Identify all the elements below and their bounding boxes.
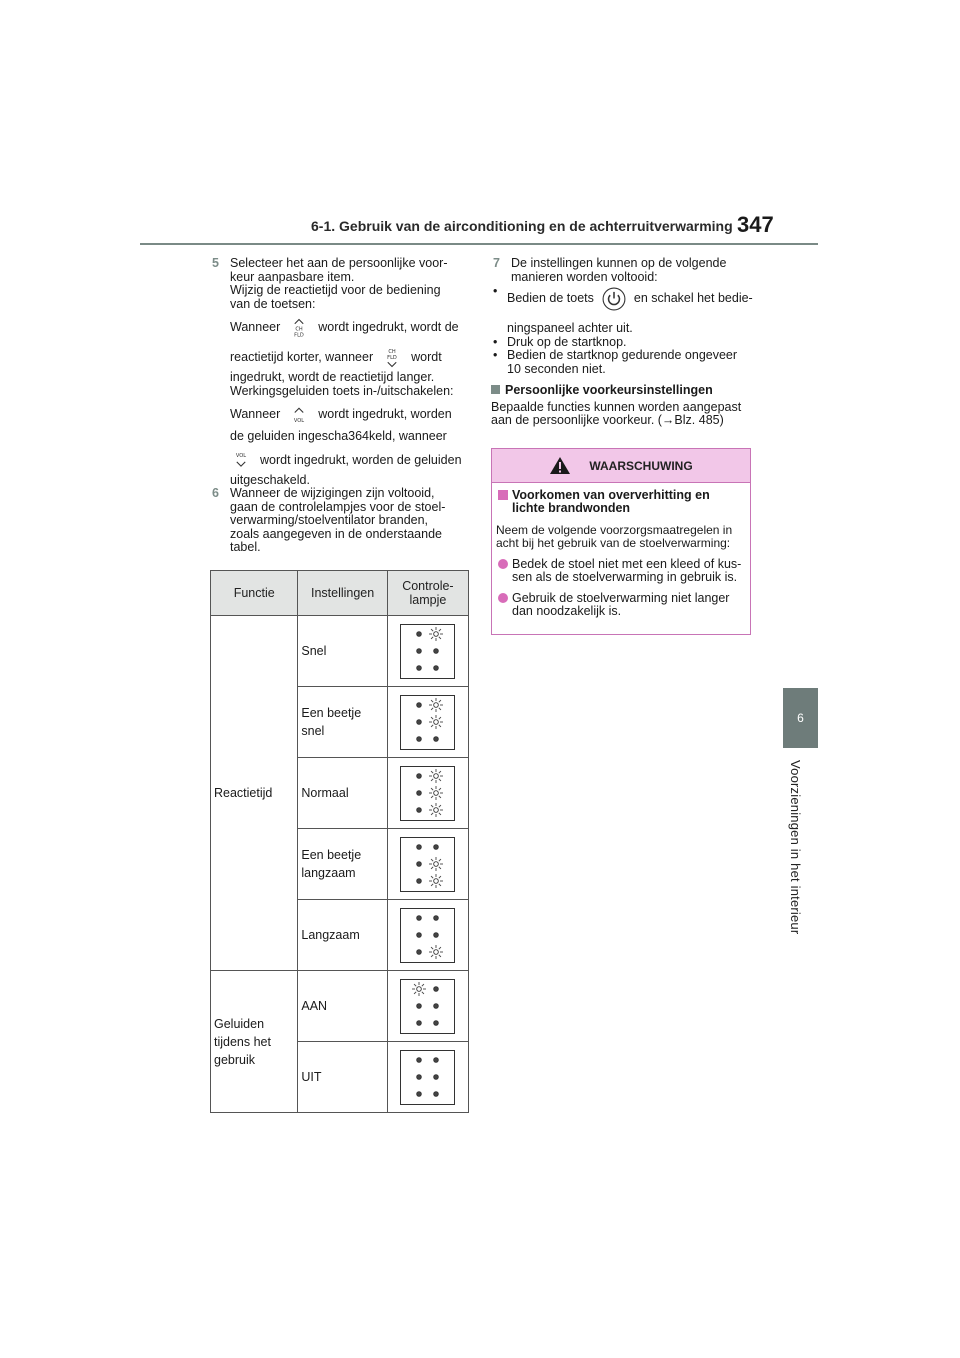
step-text: zoals aangegeven in de onderstaande bbox=[230, 526, 442, 541]
step-text: manieren worden voltooid: bbox=[511, 269, 658, 284]
lamp-off bbox=[417, 915, 422, 920]
step-text: gaan de controlelampjes voor de stoel- bbox=[230, 499, 446, 514]
warning-triangle-icon bbox=[549, 456, 571, 475]
indicator-lamp-icon bbox=[400, 908, 455, 963]
instruction-line bbox=[230, 448, 472, 474]
lamp-off bbox=[417, 844, 422, 849]
setting-cell: AAN bbox=[298, 971, 387, 1042]
header-function: Functie bbox=[211, 571, 298, 616]
step-text: Werkingsgeluiden toets in-/uitschakelen: bbox=[230, 383, 454, 398]
instruction-line bbox=[230, 345, 472, 371]
svg-text:FLD: FLD bbox=[294, 332, 305, 339]
lamp-off bbox=[417, 665, 422, 670]
warning-box bbox=[491, 448, 751, 635]
square-bullet-icon bbox=[498, 490, 508, 500]
lamp-cell bbox=[387, 616, 468, 687]
header-divider bbox=[140, 243, 818, 245]
square-bullet-icon bbox=[491, 385, 500, 394]
text: Druk op de startknop. bbox=[507, 334, 627, 349]
lamp-cell bbox=[387, 687, 468, 758]
ch-fld-down-button-icon bbox=[381, 347, 403, 369]
setting-cell: Een beetje langzaam bbox=[298, 829, 387, 900]
text: Wanneer bbox=[230, 407, 281, 422]
text: wordt ingedrukt, worden bbox=[318, 407, 452, 422]
lamp-off bbox=[417, 1091, 422, 1096]
lamp-off bbox=[434, 1057, 439, 1062]
lamp-on bbox=[434, 949, 439, 954]
right-column bbox=[491, 257, 753, 428]
indicator-lamp-icon bbox=[400, 1050, 455, 1105]
step-text: uitgeschakeld. bbox=[230, 472, 310, 487]
function-cell: Reactietijd bbox=[211, 616, 298, 971]
warning-header bbox=[492, 449, 750, 483]
header-lamp: Controle- lampje bbox=[387, 571, 468, 616]
step-number: 5 bbox=[212, 256, 219, 270]
warning-item: Gebruik de stoelverwarming niet langer dan noodzakelijk is. bbox=[496, 592, 746, 618]
page-number: 347 bbox=[737, 212, 774, 237]
lamp-on bbox=[434, 790, 439, 795]
lamp-on bbox=[434, 719, 439, 724]
step-text: keur aanpasbare item. bbox=[230, 269, 355, 284]
indicator-lamp-icon bbox=[400, 624, 455, 679]
step-text: van de toetsen: bbox=[230, 296, 316, 311]
step-5 bbox=[210, 257, 472, 487]
lamp-off bbox=[434, 1020, 439, 1025]
setting-cell: UIT bbox=[298, 1042, 387, 1113]
lamp-off bbox=[417, 861, 422, 866]
lamp-off bbox=[417, 1057, 422, 1062]
bullet: • bbox=[493, 284, 498, 298]
lamp-off bbox=[417, 631, 422, 636]
text: ningspaneel achter uit. bbox=[507, 321, 633, 335]
text: Bedien de startknop gedurende ongeveer bbox=[507, 348, 738, 362]
indicator-lamp-icon bbox=[400, 766, 455, 821]
svg-text:VOL: VOL bbox=[235, 452, 247, 459]
preferences-text: aan de persoonlijke voorkeur. (→Blz. 485) bbox=[491, 413, 724, 427]
lamp-off bbox=[417, 1074, 422, 1079]
warning-intro: Neem de volgende voorzorgsmaatregelen in acht bij het gebruik van de stoelverwarming: bbox=[496, 523, 733, 550]
warning-item: Bedek de stoel niet met een kleed of kus- sen als de stoelverwarming in gebruik is. bbox=[496, 558, 746, 584]
left-column bbox=[210, 257, 472, 555]
circle-bullet-icon bbox=[498, 593, 508, 603]
step-text: ingedrukt, wordt de reactietijd langer. bbox=[230, 370, 435, 384]
indicator-lamp-icon bbox=[400, 979, 455, 1034]
step-text: De instellingen kunnen op de volgende bbox=[511, 256, 727, 270]
lamp-off bbox=[417, 773, 422, 778]
settings-table bbox=[210, 570, 469, 1113]
svg-text:CH: CH bbox=[295, 326, 303, 333]
step-number: 6 bbox=[212, 486, 219, 500]
lamp-off bbox=[417, 790, 422, 795]
power-button-icon bbox=[602, 287, 626, 311]
lamp-off bbox=[434, 648, 439, 653]
step-text: Selecteer het aan de persoonlijke voor- bbox=[230, 256, 448, 270]
lamp-cell bbox=[387, 1042, 468, 1113]
lamp-off bbox=[417, 702, 422, 707]
lamp-on bbox=[434, 773, 439, 778]
svg-text:VOL: VOL bbox=[294, 417, 305, 424]
lamp-off bbox=[434, 1003, 439, 1008]
lamp-off bbox=[434, 1091, 439, 1096]
lamp-off bbox=[417, 1003, 422, 1008]
lamp-on bbox=[434, 861, 439, 866]
svg-text:FLD: FLD bbox=[387, 354, 397, 361]
lamp-on bbox=[434, 807, 439, 812]
lamp-off bbox=[434, 844, 439, 849]
instruction-line bbox=[230, 315, 472, 341]
step-text: tabel. bbox=[230, 540, 261, 554]
lamp-off bbox=[434, 1074, 439, 1079]
lamp-off bbox=[417, 932, 422, 937]
preferences-heading: Persoonlijke voorkeursinstellingen bbox=[491, 384, 753, 398]
lamp-cell bbox=[387, 900, 468, 971]
text: Bedien de toets bbox=[507, 291, 594, 306]
vol-up-button-icon bbox=[288, 404, 310, 426]
indicator-lamp-icon bbox=[400, 695, 455, 750]
text: wordt ingedrukt, wordt de bbox=[318, 320, 459, 335]
lamp-on bbox=[434, 702, 439, 707]
lamp-off bbox=[417, 736, 422, 741]
list-item bbox=[491, 285, 753, 336]
circle-bullet-icon bbox=[498, 559, 508, 569]
function-cell: Geluiden tijdens het gebruik bbox=[211, 971, 298, 1113]
section-title: 6-1. Gebruik van de airconditioning en de achterruitverwarming bbox=[311, 218, 733, 234]
lamp-off bbox=[417, 1020, 422, 1025]
bullet: • bbox=[493, 334, 498, 349]
text: Wanneer bbox=[230, 320, 281, 335]
bullet: • bbox=[493, 348, 498, 362]
step-text: Wijzig de reactietijd voor de bediening bbox=[230, 283, 441, 297]
step-text: de geluiden ingescha364keld, wanneer bbox=[230, 429, 447, 443]
step-6 bbox=[210, 487, 472, 555]
text: wordt ingedrukt, worden de geluiden bbox=[260, 452, 462, 467]
lamp-off bbox=[434, 665, 439, 670]
chapter-tab[interactable]: 6 bbox=[783, 688, 818, 748]
lamp-off bbox=[434, 932, 439, 937]
lamp-on bbox=[417, 986, 422, 991]
chapter-label: Voorzieningen in het interieur bbox=[788, 760, 803, 935]
list-item bbox=[491, 336, 753, 350]
lamp-off bbox=[417, 949, 422, 954]
text: 10 seconden niet. bbox=[507, 361, 606, 376]
lamp-off bbox=[434, 915, 439, 920]
indicator-lamp-icon bbox=[400, 837, 455, 892]
step-text: Wanneer de wijzigingen zijn voltooid, bbox=[230, 486, 435, 500]
warning-title: WAARSCHUWING bbox=[589, 458, 693, 473]
lamp-on bbox=[434, 878, 439, 883]
lamp-cell bbox=[387, 971, 468, 1042]
lamp-off bbox=[417, 807, 422, 812]
text: reactietijd korter, wanneer bbox=[230, 350, 374, 365]
step-text: verwarming/stoelventilator branden, bbox=[230, 513, 429, 527]
lamp-cell bbox=[387, 758, 468, 829]
text: en schakel het bedie- bbox=[633, 291, 753, 306]
setting-cell: Snel bbox=[298, 616, 387, 687]
lamp-off bbox=[434, 986, 439, 991]
step-number: 7 bbox=[493, 256, 500, 270]
lamp-on bbox=[434, 631, 439, 636]
preferences-text: Bepaalde functies kunnen worden aangepast bbox=[491, 399, 742, 414]
instruction-line bbox=[230, 402, 472, 428]
lamp-off bbox=[417, 719, 422, 724]
warning-subheading: Voorkomen van oververhitting en lichte brandwonden bbox=[496, 489, 746, 515]
header-settings: Instellingen bbox=[298, 571, 387, 616]
step-7 bbox=[491, 257, 753, 284]
list-item bbox=[491, 349, 753, 376]
lamp-off bbox=[434, 736, 439, 741]
vol-down-button-icon bbox=[230, 450, 252, 472]
setting-cell: Langzaam bbox=[298, 900, 387, 971]
setting-cell: Normaal bbox=[298, 758, 387, 829]
setting-cell: Een beetje snel bbox=[298, 687, 387, 758]
lamp-off bbox=[417, 878, 422, 883]
svg-text:CH: CH bbox=[388, 348, 396, 355]
text: wordt bbox=[411, 350, 442, 365]
table-row bbox=[211, 616, 469, 687]
lamp-off bbox=[417, 648, 422, 653]
ch-fld-up-button-icon bbox=[288, 317, 310, 339]
lamp-cell bbox=[387, 829, 468, 900]
table-row bbox=[211, 971, 469, 1042]
